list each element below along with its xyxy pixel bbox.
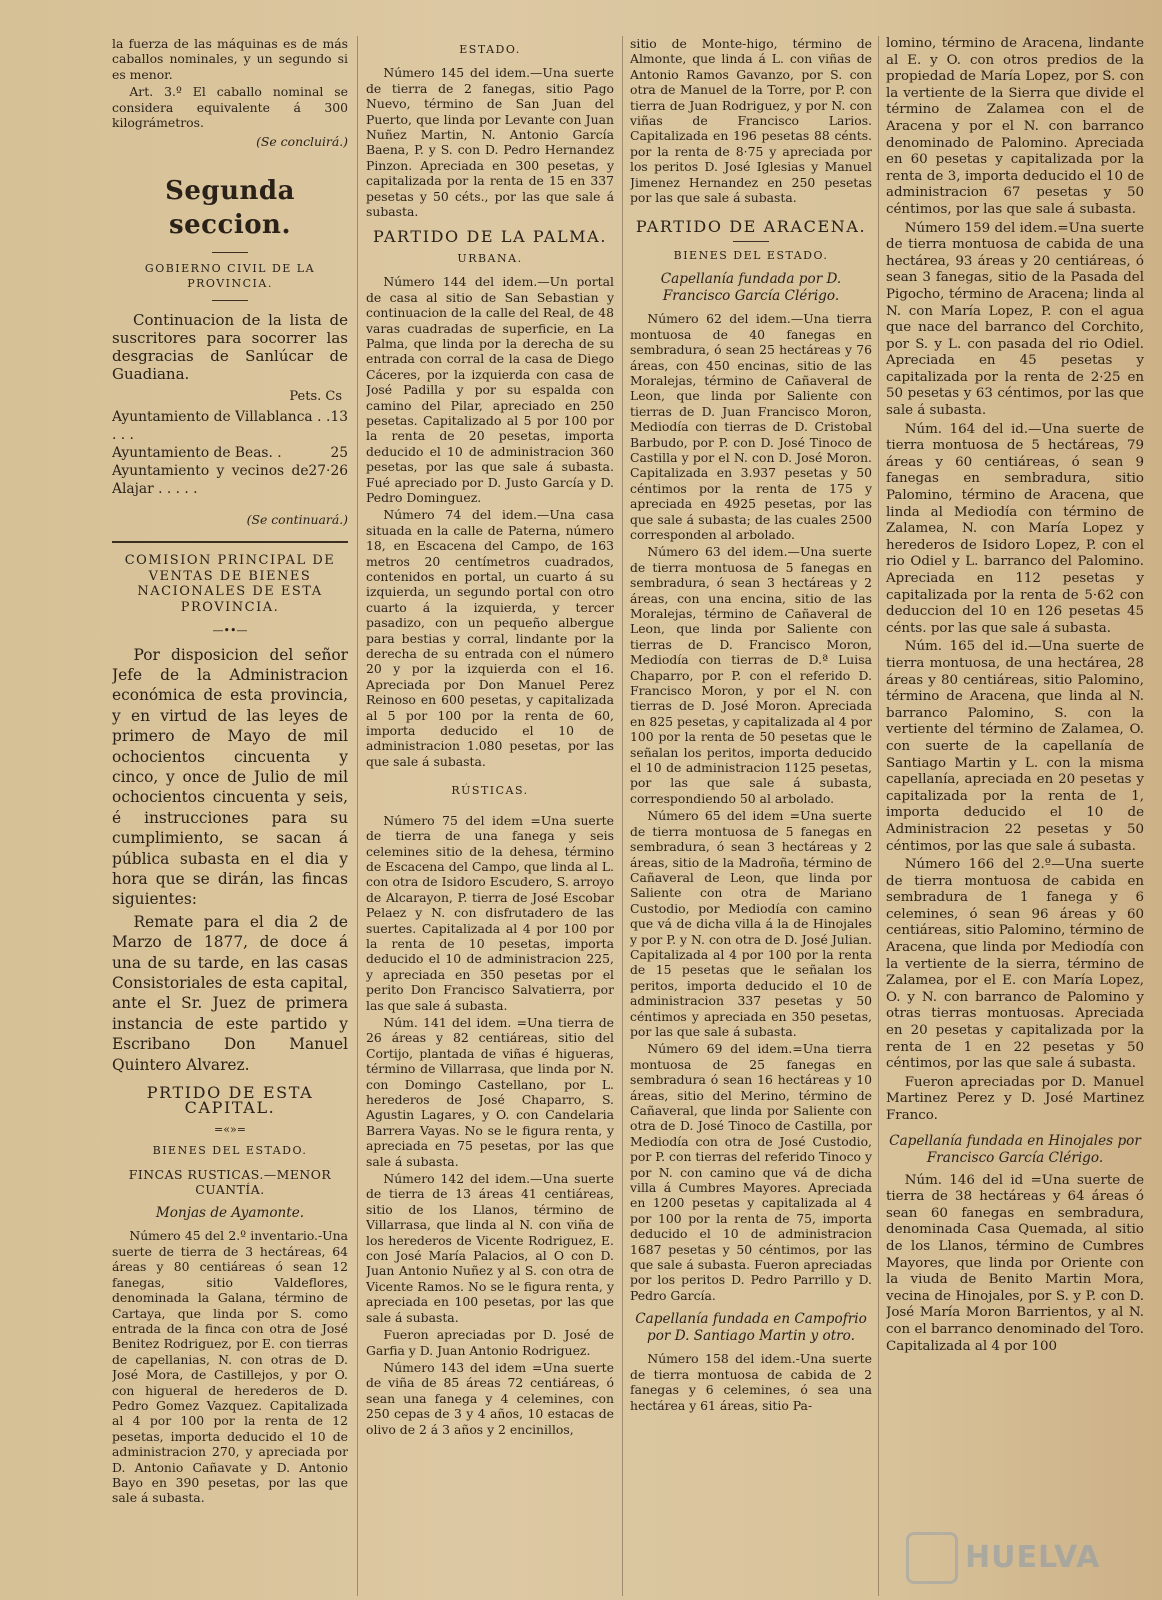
section-heading: Segunda seccion. (165, 175, 295, 240)
paragraph: Fueron apreciadas por D. Manuel Martinez Perez y D. José Martinez Franco. (886, 1074, 1144, 1123)
district-heading: PRTIDO DE ESTA CAPITAL. (146, 1083, 314, 1118)
amount-header: Pets. Cs (289, 388, 342, 404)
paragraph: Número 63 del idem.—Una suerte de tierra montuosa de 5 fanegas en sembradura, ó sean 3 hectáreas y 2 áreas, con una encina, sitio de las Moralejas, término de Cañaveral de Leon, que linda por Saliente con tierras de D. Francisco Moron, Mediodía con tierras de D.ª Luisa Chaparro, por P. con el referido D. Francisco Moron, y por el N. con tierras de D. José Moron. Apreciada en 825 pesetas, y capitalizada al 4 por 100 por la renta de 50 pesetas que le señalan los peritos, importa deducido el 10 de administracion 1125 pesetas, por las que sale á subasta, correspondiendo 50 al arbolado. (630, 544, 872, 806)
divider (112, 541, 348, 543)
paragraph: Remate para el dia 2 de Marzo de 1877, de doce á una de su tarde, en las casas Consistoriales de esta capital, ante el Sr. Juez de primera instancia de este partido y Escribano Don Manuel Quintero Alvarez. (112, 912, 348, 1074)
paragraph: Número 65 del idem =Una suerte de tierra montuosa de 5 fanegas en sembradura, ó sean 3 hectáreas y 2 áreas, sitio de la Madroña, término de Cañaveral de Leon, que linda por Saliente con otra de Mariano Custodio, por Mediodía con camino que vá de dicha villa á la de Hinojales y por P. y N. con otra de D. José Julian. Capitalizada al 4 por 100 por la renta de 15 pesetas que le señalan los peritos, importa deducido el 10 de administracion 337 pesetas y 50 céntimos y apreciada en 350 pesetas, por las que sale á subasta. (630, 808, 872, 1039)
column-4 (886, 36, 1144, 1588)
paragraph: Número 143 del idem =Una suerte de viña de 85 áreas 72 centiáreas, ó sean una fanega y 4 celemines, con 250 cepas de 3 y 4 años, 10 estacas de olivo de 2 á 3 años y 2 encinillos, (366, 1359, 614, 1437)
continuation-note: (Se concluirá.) (256, 134, 348, 150)
archive-emblem-icon (906, 1532, 958, 1584)
subheading: BIENES DEL ESTADO. (152, 1144, 308, 1158)
column-3 (630, 36, 872, 1588)
column-rule (622, 36, 623, 1596)
paragraph: Número 74 del idem.—Una casa situada en la calle de Paterna, número 18, en Escacena del Campo, de 163 metros 20 centímetros cuadrados, contenidos en portal, un cuarto á su izquierda, un segundo portal con otro cuarto á la izquierda, y tercer pasadizo, con un pequeño albergue para bestias y corral, lindante por la derecha de su entrada con el número 20 y por la izquierda con el 16. Apreciada por Don Manuel Perez Reinoso en 600 pesetas, y capitalizada al 5 por 100 por la renta de 60, importa deducido el 10 de administracion 1.080 pesetas, por las que sale á subasta. (366, 507, 614, 769)
paragraph: Núm. 141 del idem. =Una tierra de 26 áreas y 82 centiáreas, sitio del Cortijo, plantada de viñas é higueras, término de Villarrasa, que linda por N. con Domingo Castellano, por L. herederos de José Chaparro, S. Agustin Lagares, y O. con Candelaria Barrera Vayas. No se le figura renta, y apreciada en 75 pesetas, por las que sale á subasta. (366, 1014, 614, 1169)
column-1 (112, 36, 348, 1588)
paragraph: Número 145 del idem.—Una suerte de tierra de 2 fanegas, sitio Pago Nuevo, término de San Juan del Puerto, que linda por Levante con Juan Nuñez Martin, N. Antonio García Baena, P. y S. con D. Pedro Hernandez Pinzon. Apreciada en 300 pesetas, y capitalizada por la renta de 15 en 337 pesetas y 50 céts., por las que sale á subasta. (366, 65, 614, 220)
subheading: ESTADO. (459, 43, 521, 56)
list-item: Ayuntamiento de Villablanca . . . . . 13 (112, 409, 348, 444)
paragraph: Núm. 165 del id.—Una suerte de tierra montuosa, de una hectárea, 28 áreas y 80 centiáreas, sitio Palomino, término de Aracena, que linda al N. barranco Palomino, S. con la vertiente del término de Zalamea, O. con suerte de la capellanía de Santiago Martin y L. con la misma capellanía, apreciada en 20 pesetas y capitalizada por la renta de 1, importa deducido el 10 de Administracion 22 pesetas y 50 céntimos, por las que sale á subasta. (886, 639, 1144, 854)
paragraph: Núm. 164 del id.—Una suerte de tierra montuosa de 5 hectáreas, 79 áreas y 60 centiáreas, ó sean 9 fanegas en sembradura, sitio Palomino, término de Aracena, que linda al Mediodía con término de Zalamea, N. con María Lopez y herederos de Isidoro Lopez, P. con el rio Odiel y L. barranco del Palomino. Apreciada en 112 pesetas y capitalizada por la renta de 5·62 con deduccion del 10 en 126 pesetas 45 cénts. por las que sale á subasta. (886, 421, 1144, 636)
column-rule (878, 36, 879, 1596)
ornament: =«»= (214, 1122, 246, 1136)
paragraph: Número 62 del idem.—Una tierra montuosa de 40 fanegas en sembradura, ó sean 25 hectáreas y 76 áreas, con 450 encinas, sitio de las Moralejas, término de Cañaveral de Leon, que linda por Saliente con tierras de D. Juan Francisco Moron, Mediodía con tierras de D. Cristobal Barbudo, por P. con D. José Tinoco de Castilla y por el N. con D. José Moron. Capitalizada en 3.937 pesetas y 50 céntimos por la renta de 175 y apreciada en 4925 pesetas, por las que sale á subasta; de las cuales 2500 corresponden al arbolado. (630, 311, 872, 542)
subheading: FINCAS RUSTICAS.—MENOR CUANTÍA. (128, 1166, 332, 1198)
archive-watermark: HUELVA (965, 1540, 1101, 1575)
paragraph: Número 75 del idem =Una suerte de tierra de una fanega y seis celemines sitio de la dehesa, término de Escacena del Campo, que linda al L. con otra de Isidoro Escudero, S. arroyo de Alcarayon, P. tierra de José Escobar Pelaez y N. con disfrutadero de las suertes. Capitalizada al 4 por 100 por la renta de 10 pesetas, importa deducido el 10 de administracion 225, y apreciada en 350 pesetas por el perito Don Francisco Salvatierra, por las que sale á subasta. (366, 812, 614, 1013)
subheading: URBANA. (457, 251, 523, 265)
divider (212, 252, 248, 253)
subheading: RÚSTICAS. (451, 784, 529, 798)
paragraph: Número 142 del idem.—Una suerte de tierra de 13 áreas 41 centiáreas, sitio de los Llanos, término de Villarrasa, que linda al N. con viña de los herederos de Vicente Rodriguez, E. con José María Palacios, al O con D. Juan Antonio Nuñez y al S. con otra de Vicente Ramos. No se le figura renta, y apreciada en 100 pesetas, por las que sale á subasta. (366, 1171, 614, 1325)
paragraph: lomino, término de Aracena, lindante al E. y O. con otros predios de la propiedad de María Lopez, por S. con la vertiente de la Sierra que divide el término de Zalamea con el de Aracena y por el N. con barranco denominado de Palomino. Apreciada en 60 pesetas y capitalizada por la renta de 3, importa deducido el 10 de administracion 67 pesetas y 50 céntimos, por las que sale á subasta. (886, 36, 1144, 217)
paragraph: Número 144 del idem.—Un portal de casa al sitio de San Sebastian y continuacion de la calle del Real, de 48 varas cuadradas de superficie, en La Palma, que linda por la derecha de su entrada con corral de la casa de Diego Cáceres, por la izquierda con casa de José Padilla y por su espalda con camino del Pilar, apreciado en 250 pesetas. Capitalizado al 5 por 100 por la renta de 20 pesetas, importa deducido el 10 de administracion 360 pesetas, por las que sale á subasta. Fué apreciado por D. Justo García y D. Pedro Dominguez. (366, 274, 614, 505)
divider (212, 300, 248, 301)
paragraph: Fueron apreciadas por D. José de Garfia y D. Juan Antonio Rodriguez. (366, 1327, 614, 1358)
continuation-note: (Se continuará.) (246, 512, 348, 528)
paragraph: Por disposicion del señor Jefe de la Administracion económica de esta provincia, y en virtud de las leyes de primero de Mayo de mil ochocientos cincuenta y cinco, y once de Julio de mil ochocientos cincuenta y seis, é instrucciones para su cumplimiento, se sacan á pública subasta en el dia y hora que se dirán, las fincas siguientes: (112, 645, 348, 909)
divider (733, 241, 769, 242)
subheading: Capellanía fundada en Campofrio por D. Santiago Martin y otro. (635, 1311, 867, 1345)
paragraph: Número 158 del idem.-Una suerte de tierra montuosa de cabida de 2 fanegas y 6 celemines, ó sea una hectárea y 61 áreas, sitio Pa- (630, 1351, 872, 1413)
subheading: Capellanía fundada por D. Francisco García Clérigo. (660, 271, 842, 305)
subheading: Monjas de Ayamonte. (155, 1205, 305, 1222)
paragraph: Núm. 146 del id =Una suerte de tierra de 38 hectáreas y 64 áreas ó sean 60 fanegas en sembradura, denominada Casa Quemada, al sitio de los Llanos, término de Cumbres Mayores, que linda por Oriente con la viuda de Benito Martin Mora, vecina de Hinojales, por S. y P. con D. José María Moron Barrientos, y al N. con el barranco denominado del Toro. Capitalizada al 4 por 100 (886, 1172, 1144, 1354)
subheading: BIENES DEL ESTADO. (673, 248, 829, 262)
paragraph: sitio de Monte-higo, término de Almonte, que linda á L. con viñas de Antonio Ramos Gavanzo, por S. con otra de Manuel de la Torre, por P. con tierra de Juan Rodriguez, y por N. con viñas de Francisco Larios. Capitalizada en 196 pesetas 88 cénts. por la renta de 8·75 y apreciada por los peritos D. José Iglesias y Manuel Jimenez Hernandez en 250 pesetas por las que sale á subasta. (630, 36, 872, 206)
paragraph: Continuacion de la lista de suscritores para socorrer las desgracias de Sanlúcar de Guadiana. (112, 310, 348, 383)
office-heading: COMISION PRINCIPAL DE VENTAS DE BIENES NACIONALES DE ESTA PROVINCIA. (124, 553, 336, 615)
column-2 (366, 36, 614, 1588)
office-heading: GOBIERNO CIVIL DE LA PROVINCIA. (144, 261, 316, 291)
list-item: Ayuntamiento y vecinos de Alajar . . . . . 27·26 (112, 463, 348, 498)
paragraph: Número 159 del idem.=Una suerte de tierra montuosa de cabida de una hectárea, 93 áreas y 20 centiáreas, ó sean 3 fanegas, sitio de la Pasada del Pigocho, término de Aracena; linda al N. con María Lopez, P. con el agua que nace del barranco del Corchito, por S. y L. con pasada del rio Odiel. Apreciada en 45 pesetas y capitalizada por la renta de 2·25 en 50 pesetas y 63 céntimos, por las que sale á subasta. (886, 220, 1144, 419)
column-rule (357, 36, 358, 1596)
paragraph: Art. 3.º El caballo nominal se considera equivalente á 300 kilográmetros. (112, 84, 348, 131)
paragraph: la fuerza de las máquinas es de más caballos nominales, y un segundo si es menor. (112, 36, 348, 82)
paragraph: Número 166 del 2.º—Una suerte de tierra montuosa de cabida en sembradura de 1 fanega y 6 celemines, ó sean 96 áreas y 60 centiáreas, sitio Palomino, término de Aracena, que linda por Mediodía con la vertiente de la sierra, término de Zalamea, por el E. con María Lopez, O. y N. con barranco de Palomino y otras tierras montuosas. Apreciada en 20 pesetas y capitalizada por la renta de 1 en 22 pesetas y 50 céntimos, por las que sale á subasta. (886, 857, 1144, 1072)
list-item: Ayuntamiento de Beas. . 25 (112, 445, 348, 462)
paragraph: Número 45 del 2.º inventario.-Una suerte de tierra de 3 hectáreas, 64 áreas y 80 centiáreas ó sean 12 fanegas, sitio Valdeflores, denominada la Galana, término de Cartaya, que linda por S. como entrada de la finca con otra de José Benitez Rodriguez, por E. con tierras de capellanias, N. con otras de D. José Mora, de Castillejos, y por O. con higueral de herederos de D. Pedro Gomez Vazquez. Capitalizada al 4 por 100 por la renta de 12 pesetas, importa deducido el 10 de administracion 270, y apreciada por D. Antonio Cañavate y D. Antonio Bayo en 390 pesetas, por las que sale á subasta. (112, 1228, 348, 1506)
subheading: Capellanía fundada en Hinojales por Francisco García Clérigo. (889, 1132, 1141, 1166)
paragraph: Número 69 del idem.=Una tierra montuosa de 25 fanegas en sembradura ó sean 16 hectáreas y 10 áreas, sitio del Merino, término de Cañaveral, que linda por Saliente con otra de D. José Tinoco de Castilla, por Mediodía con otra de José Custodio, por P. con tierras del referido Tinoco y por N. con camino que vá de dicha villa á Cumbres Mayores. Apreciada en 1200 pesetas y capitalizada al 4 por 100 por la renta de 75, importa deducido el 10 de administracion 1687 pesetas y 50 céntimos, por las que sale á subasta. Fueron apreciadas por los peritos D. Pedro Parrillo y D. Pedro García. (630, 1041, 872, 1303)
district-heading: PARTIDO DE LA PALMA. (373, 227, 607, 247)
ornament: —••— (212, 624, 248, 638)
district-heading: PARTIDO DE ARACENA. (635, 217, 867, 237)
